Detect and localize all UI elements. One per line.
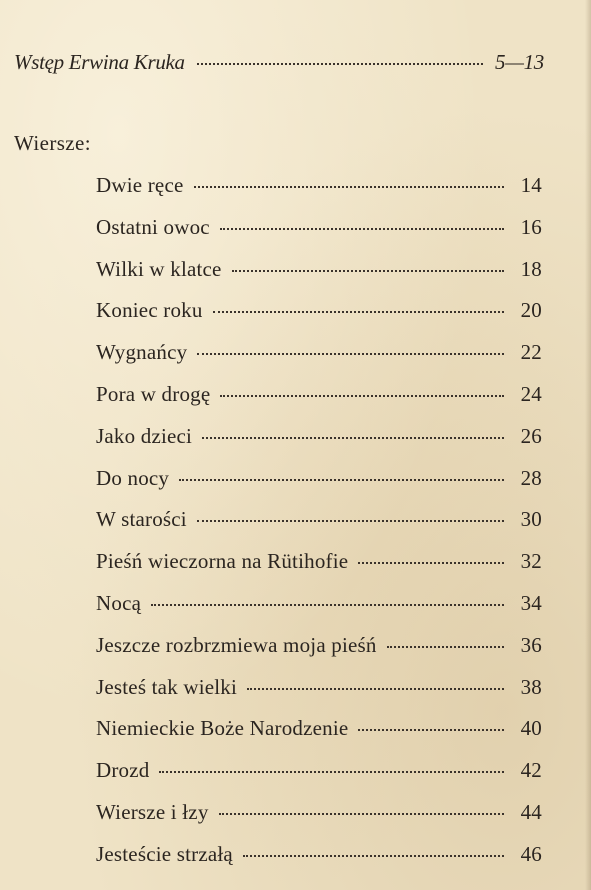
entry-title: Dwie ręce: [96, 173, 184, 197]
dot-leader: [358, 562, 504, 564]
entry-title: Pora w drogę: [96, 381, 211, 406]
entry-page-number: 42: [520, 758, 542, 783]
toc-entry: [96, 591, 542, 633]
entry-page-number: 24: [520, 381, 542, 406]
toc-entry: [96, 257, 542, 299]
toc-entry: [96, 173, 542, 215]
toc-entry: [96, 758, 542, 800]
entry-title: Jeszcze rozbrzmiewa moja pieśń: [96, 632, 377, 657]
dot-leader: [213, 311, 504, 313]
toc-entry: [96, 800, 542, 842]
toc-entry: [96, 424, 542, 466]
dot-leader: [358, 729, 504, 731]
dot-leader: [151, 604, 504, 606]
toc-entry: [96, 382, 542, 424]
entry-title: Pieśń wieczorna na Rütihofie: [96, 549, 349, 574]
section-heading: Wiersze:: [14, 131, 91, 155]
dot-leader: [202, 437, 504, 439]
toc-entry: [96, 675, 542, 717]
entry-page-number: 36: [520, 632, 542, 657]
dot-leader: [387, 646, 504, 648]
entry-page-number: 26: [520, 423, 542, 448]
dot-leader: [220, 395, 504, 397]
entry-page-number: 30: [520, 507, 542, 532]
entry-page-number: 16: [520, 214, 542, 239]
page-edge-shadow: [585, 0, 591, 890]
entry-title: W starości: [96, 507, 187, 532]
toc-entry: [96, 633, 542, 675]
dot-leader: [159, 771, 504, 773]
toc-list: [96, 173, 542, 884]
toc-entry: [96, 466, 542, 508]
intro-pages: 5—13: [495, 50, 544, 74]
entry-title: Wilki w klatce: [96, 256, 222, 281]
intro-entry: [14, 50, 544, 75]
dot-leader: [247, 688, 504, 690]
entry-title: Drozd: [96, 758, 150, 783]
dot-leader: [179, 479, 504, 481]
entry-title: Jesteście strzałą: [96, 841, 233, 866]
toc-entry: [96, 215, 542, 257]
entry-title: Ostatni owoc: [96, 214, 210, 239]
entry-title: Jesteś tak wielki: [96, 674, 238, 699]
dot-leader: [197, 520, 504, 522]
toc-entry: [96, 842, 542, 884]
toc-entry: [96, 507, 542, 549]
dot-leader: [243, 855, 504, 857]
entry-page-number: 22: [520, 340, 542, 365]
entry-page-number: 38: [520, 674, 542, 699]
toc-entry: [96, 549, 542, 591]
entry-page-number: 46: [520, 841, 542, 866]
entry-page-number: 34: [520, 590, 542, 615]
dot-leader: [219, 813, 504, 815]
toc-entry: [96, 298, 542, 340]
entry-page-number: 28: [520, 465, 542, 490]
toc-entry: [96, 716, 542, 758]
dot-leader: [194, 186, 505, 188]
dot-leader: [232, 270, 504, 272]
entry-page-number: 40: [520, 716, 542, 741]
entry-page-number: 20: [520, 298, 542, 323]
entry-title: Nocą: [96, 590, 142, 615]
entry-page-number: 18: [520, 256, 542, 281]
intro-title: Wstęp Erwina Kruka: [14, 50, 185, 74]
entry-title: Niemieckie Boże Narodzenie: [96, 716, 349, 741]
entry-title: Do nocy: [96, 465, 170, 490]
entry-title: Jako dzieci: [96, 423, 193, 448]
dot-leader: [197, 63, 483, 65]
dot-leader: [220, 228, 504, 230]
toc-entry: [96, 340, 542, 382]
entry-page-number: 32: [520, 549, 542, 574]
dot-leader: [197, 353, 504, 355]
entry-page-number: 44: [520, 799, 542, 824]
entry-title: Wiersze i łzy: [96, 799, 209, 824]
entry-title: Koniec roku: [96, 298, 203, 323]
entry-title: Wygnańcy: [96, 340, 188, 365]
entry-page-number: 14: [520, 173, 542, 197]
